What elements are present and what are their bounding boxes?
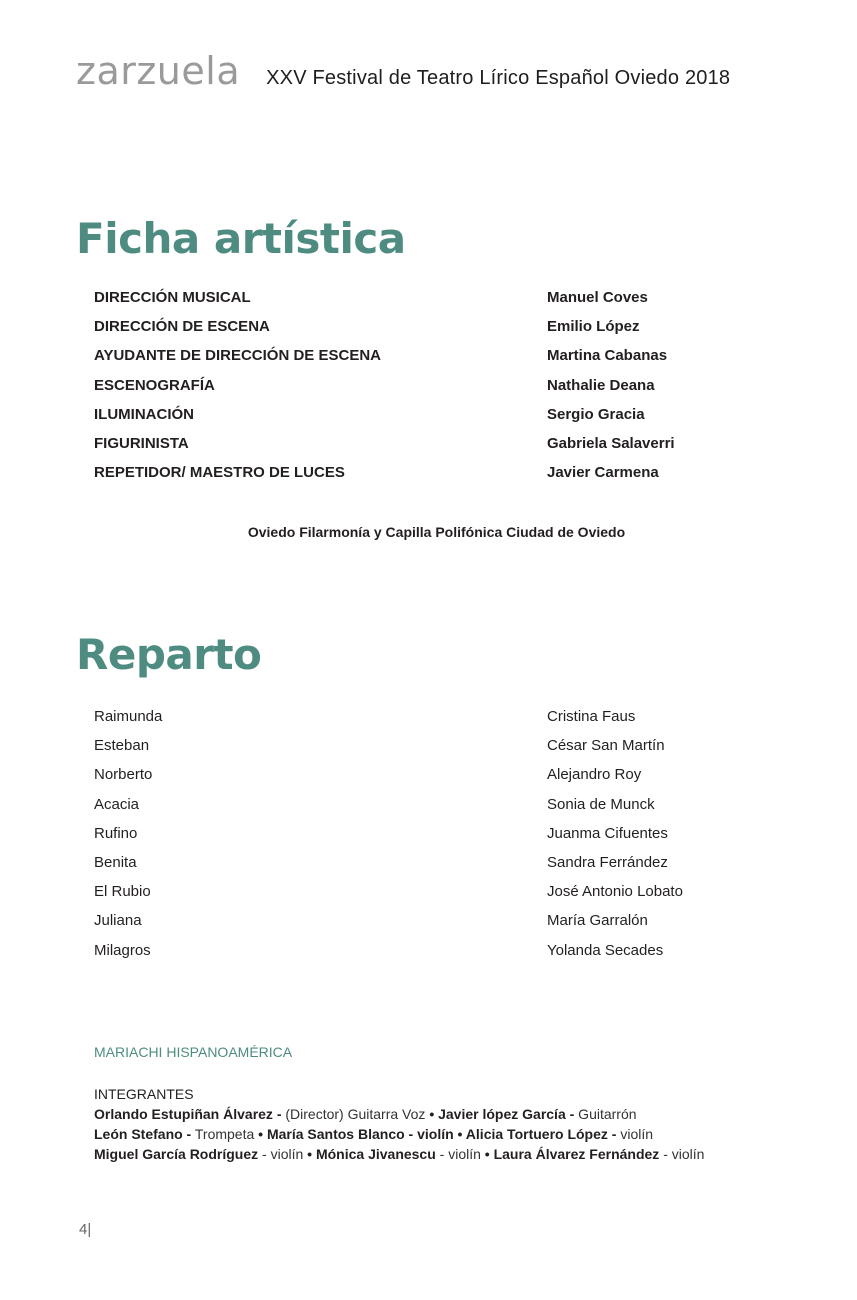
cast-person: Sandra Ferrández [547, 853, 668, 871]
credit-person: Sergio Gracia [547, 405, 645, 423]
cast-row [94, 854, 794, 883]
cast-role: Acacia [94, 795, 140, 813]
credit-person: Javier Carmena [547, 464, 659, 482]
cast-role: Raimunda [94, 708, 163, 725]
cast-person: Alejandro Roy [547, 766, 642, 784]
member-role: Trompeta [191, 1126, 259, 1142]
cast-row [94, 766, 794, 795]
page-header [76, 49, 731, 93]
credit-person: Nathalie Deana [547, 376, 655, 394]
member-role: violín [616, 1126, 654, 1142]
member-name: • María Santos Blanco - violín • Alicia Tortuero López - [258, 1126, 617, 1142]
cast-person: César San Martín [547, 737, 665, 755]
member-name: • Mónica Jivanescu [307, 1146, 436, 1162]
cast-row [94, 825, 794, 854]
credit-role: FIGURINISTA [94, 434, 189, 452]
member-name: • Javier lópez García - [429, 1106, 575, 1122]
cast-role: Benita [94, 853, 137, 871]
credit-person: Gabriela Salaverri [547, 434, 675, 452]
cast-person: Sonia de Munck [547, 795, 655, 813]
credit-role: ILUMINACIÓN [94, 405, 194, 423]
cast-row [94, 708, 794, 737]
member-name: Orlando Estupiñan Álvarez - [94, 1106, 282, 1122]
credit-role: ESCENOGRAFÍA [94, 376, 215, 394]
credit-row [94, 347, 794, 376]
cast-person: Cristina Faus [547, 708, 636, 725]
credit-row [94, 318, 794, 347]
member-role: - violín [258, 1146, 308, 1162]
cast-role: Norberto [94, 766, 153, 784]
cast-role: Esteban [94, 737, 150, 755]
member-role: - violín [435, 1146, 485, 1162]
credit-role: REPETIDOR/ MAESTRO DE LUCES [94, 464, 345, 482]
cast-person: Yolanda Secades [547, 941, 664, 959]
cast-role: El Rubio [94, 883, 151, 901]
ficha-list [94, 289, 794, 493]
cast-row [94, 796, 794, 825]
member-name: • Laura Álvarez Fernández [484, 1146, 660, 1162]
credit-person: Emilio López [547, 318, 640, 336]
cast-person: José Antonio Lobato [547, 883, 683, 901]
cast-role: Rufino [94, 824, 138, 842]
credit-role: AYUDANTE DE DIRECCIÓN DE ESCENA [94, 347, 381, 365]
member-role: (Director) Guitarra Voz [281, 1106, 430, 1122]
member-name: Miguel García Rodríguez [94, 1146, 259, 1162]
reparto-title: Reparto [76, 630, 262, 679]
members-line [94, 1104, 704, 1124]
credit-person: Martina Cabanas [547, 347, 668, 365]
cast-row [94, 942, 794, 971]
cast-row [94, 883, 794, 912]
members-line [94, 1144, 704, 1164]
ficha-title: Ficha artística [76, 214, 406, 263]
cast-row [94, 737, 794, 766]
cast-row [94, 912, 794, 941]
cast-person: María Garralón [547, 912, 648, 930]
members-line [94, 1124, 704, 1144]
credit-row [94, 435, 794, 464]
credit-role: DIRECCIÓN DE ESCENA [94, 318, 270, 336]
members-label: INTEGRANTES [94, 1086, 194, 1102]
credit-role: DIRECCIÓN MUSICAL [94, 289, 251, 306]
credit-row [94, 464, 794, 493]
credit-row [94, 289, 794, 318]
brand-logo: zarzuela [76, 49, 241, 93]
cast-role: Juliana [94, 912, 142, 930]
credit-person: Manuel Coves [547, 289, 648, 306]
member-role: Guitarrón [574, 1106, 637, 1122]
member-role: - violín [659, 1146, 705, 1162]
cast-role: Milagros [94, 941, 151, 959]
credit-row [94, 406, 794, 435]
member-name: León Stefano - [94, 1126, 192, 1142]
mariachi-title: MARIACHI HISPANOAMÉRICA [94, 1044, 293, 1060]
page-number: 4| [79, 1221, 92, 1238]
festival-title: XXV Festival de Teatro Lírico Español Oviedo 2018 [266, 67, 731, 89]
mariachi-members [94, 1084, 704, 1164]
orchestra-credit: Oviedo Filarmonía y Capilla Polifónica Ciudad de Oviedo [247, 524, 626, 540]
credit-row [94, 377, 794, 406]
cast-person: Juanma Cifuentes [547, 824, 668, 842]
reparto-list [94, 708, 794, 971]
